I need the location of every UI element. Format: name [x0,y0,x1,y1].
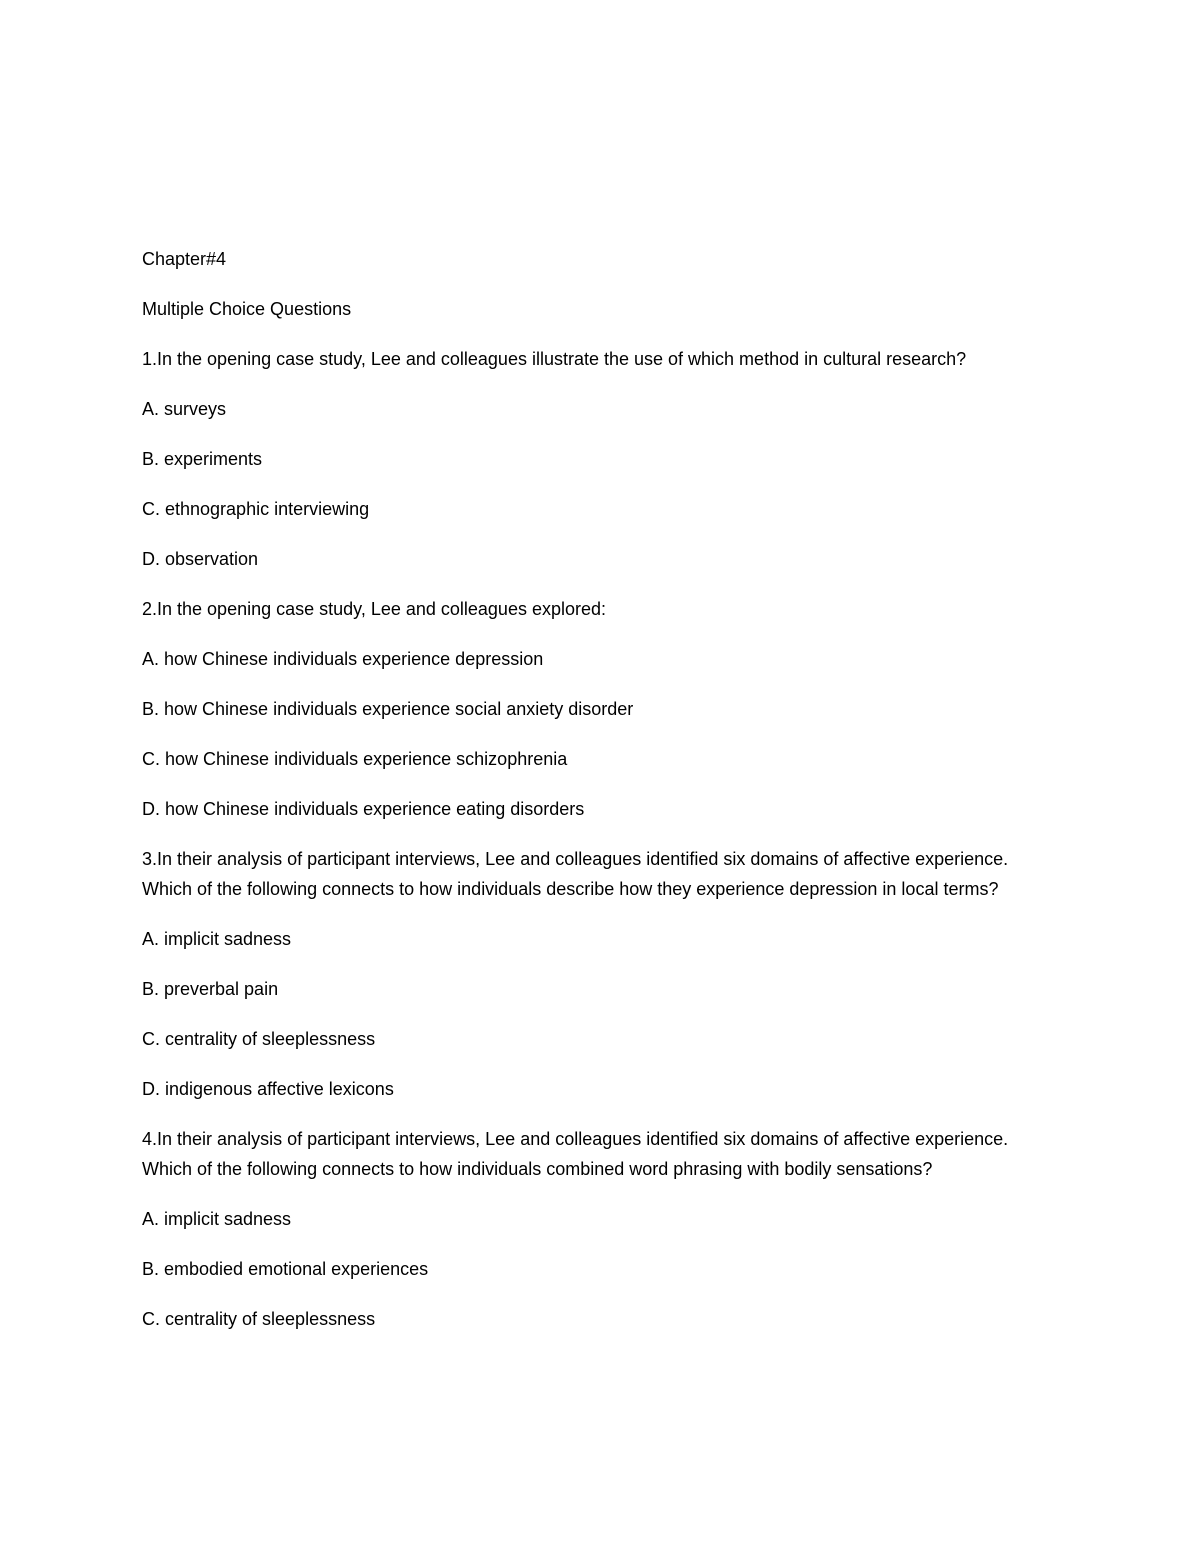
question-2-option-a: A. how Chinese individuals experience depression [142,649,544,669]
document-content [142,244,1042,1354]
question-1-option-b: B. experiments [142,449,263,469]
question-3-stem: 3.In their analysis of participant interviews, Lee and colleagues identified six domains of affective experience. Which of the following connects to how individuals describe how they experience depression in local terms? [142,849,1009,899]
question-2-option-b: B. how Chinese individuals experience social anxiety disorder [142,699,634,719]
question-4-option-c: C. centrality of sleeplessness [142,1309,376,1329]
question-3-option-c: C. centrality of sleeplessness [142,1029,376,1049]
question-1-option-c: C. ethnographic interviewing [142,499,370,519]
question-3-option-a: A. implicit sadness [142,929,292,949]
question-3-option-b: B. preverbal pain [142,979,279,999]
question-1-stem: 1.In the opening case study, Lee and colleagues illustrate the use of which method in cultural research? [142,349,967,369]
question-4-option-a: A. implicit sadness [142,1209,292,1229]
question-1-option-d: D. observation [142,549,259,569]
question-1-option-a: A. surveys [142,399,227,419]
question-4-stem: 4.In their analysis of participant interviews, Lee and colleagues identified six domains of affective experience. Which of the following connects to how individuals combined word phrasing with bodily sensations? [142,1129,1009,1179]
chapter-heading: Chapter#4 [142,249,227,269]
question-4-option-b: B. embodied emotional experiences [142,1259,429,1279]
question-2-option-c: C. how Chinese individuals experience schizophrenia [142,749,568,769]
question-3-option-d: D. indigenous affective lexicons [142,1079,394,1099]
question-2-stem: 2.In the opening case study, Lee and colleagues explored: [142,599,607,619]
question-2-option-d: D. how Chinese individuals experience eating disorders [142,799,585,819]
section-title: Multiple Choice Questions [142,299,352,319]
